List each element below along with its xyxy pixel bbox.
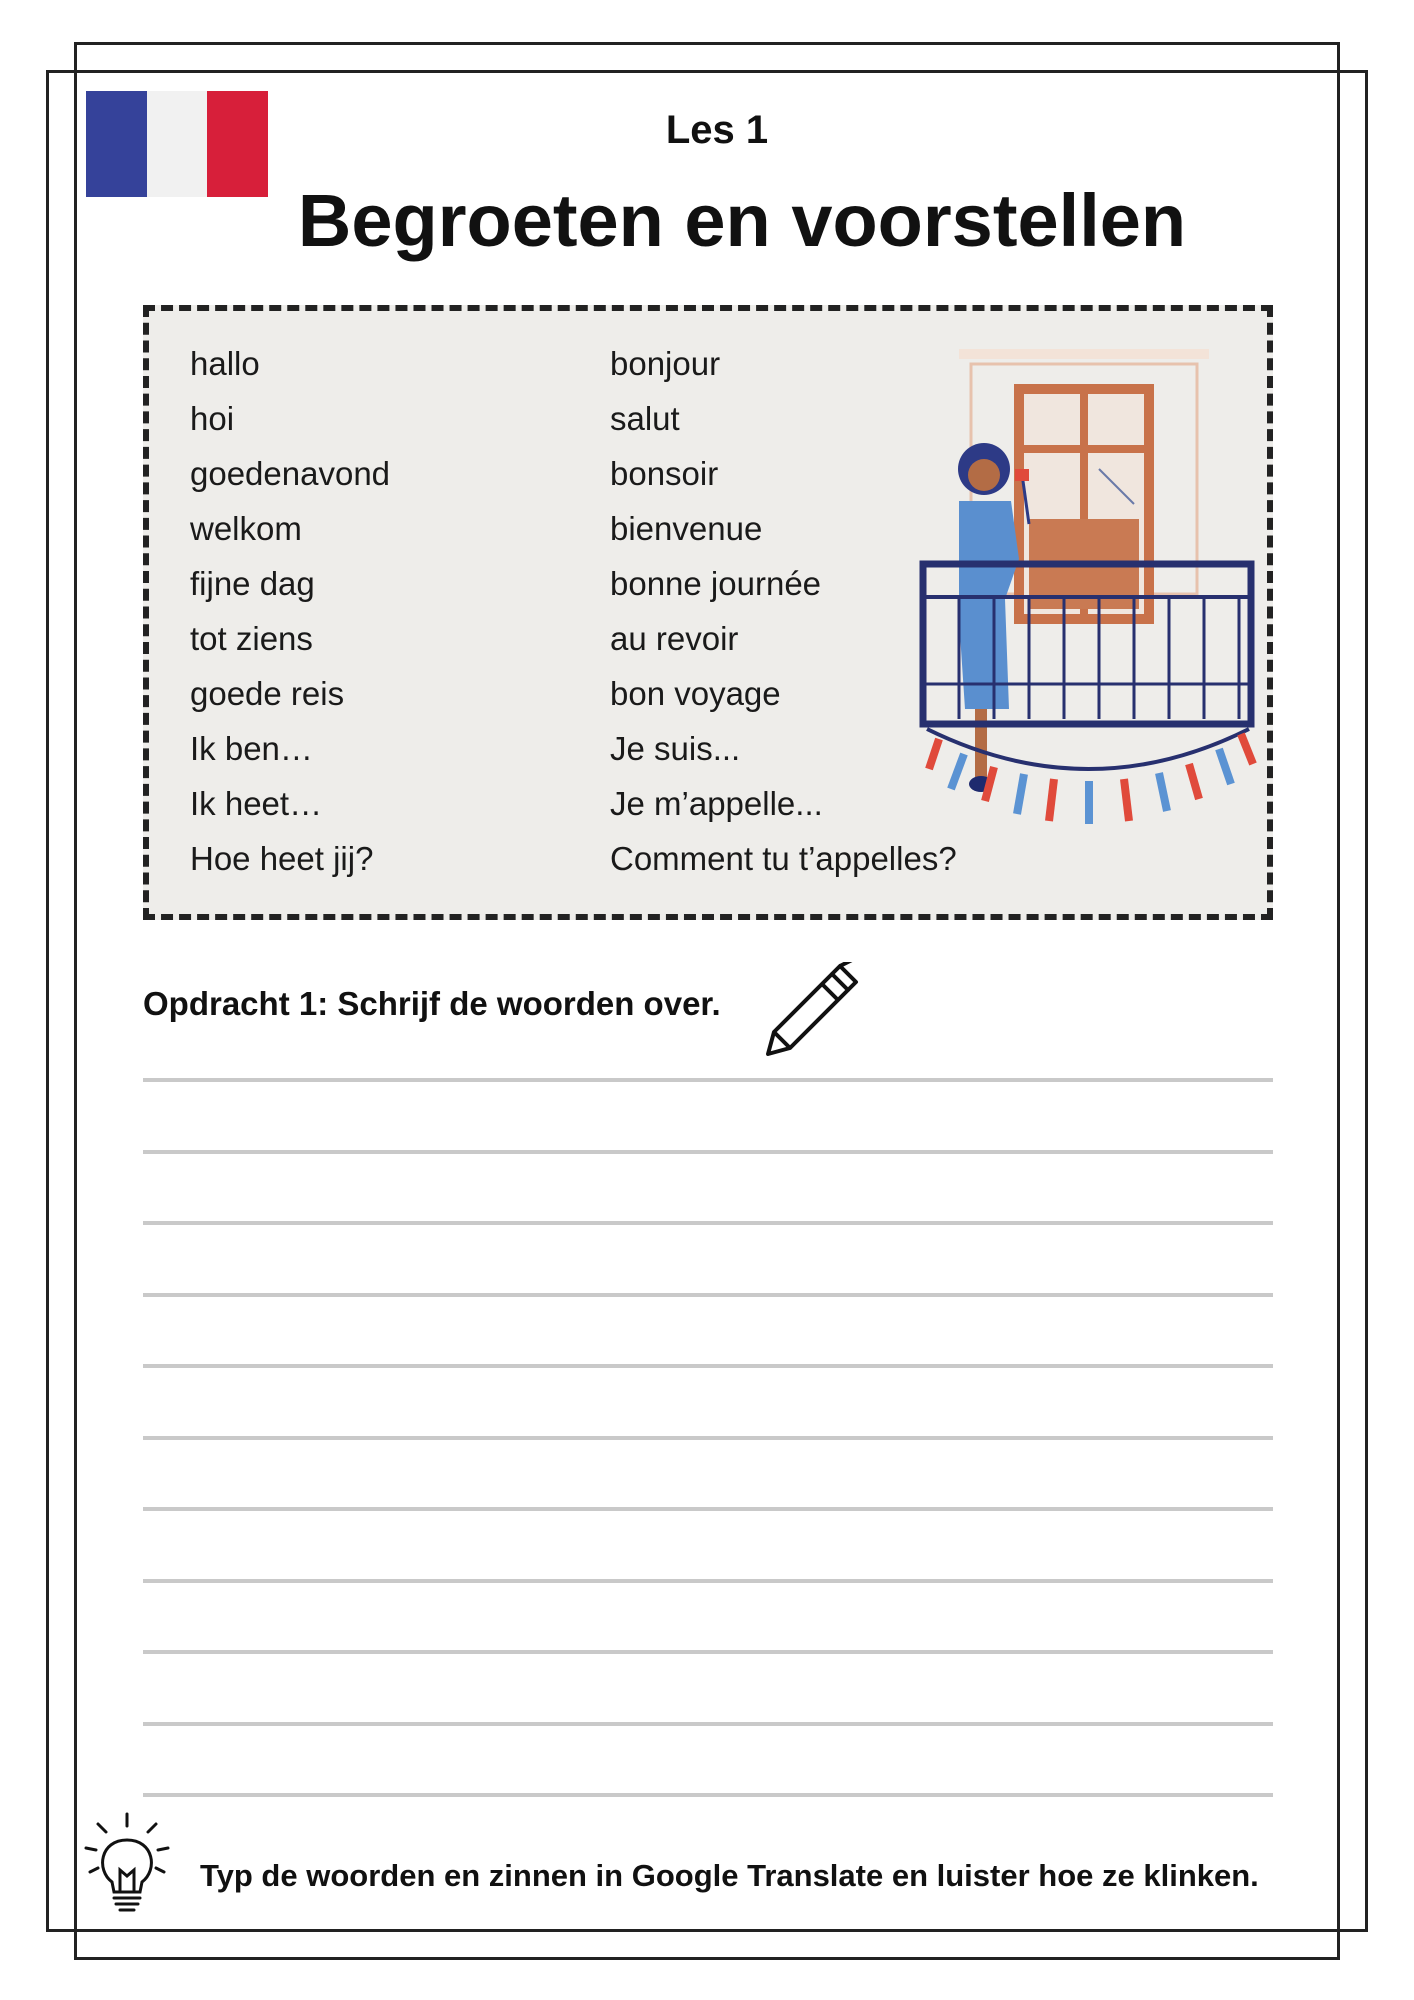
vocab-dutch-word: goede reis [190,675,345,712]
vocab-dutch-word: Ik heet… [190,785,323,822]
vocab-french-word: Comment tu t’appelles? [610,840,957,877]
writing-line[interactable] [143,1364,1273,1368]
balcony-illustration [919,329,1259,849]
writing-line[interactable] [143,1793,1273,1797]
vocab-dutch-word: welkom [190,510,302,547]
writing-line[interactable] [143,1722,1273,1726]
lesson-label: Les 1 [665,108,769,152]
woman-dress [959,501,1019,709]
woman-leg [975,709,987,779]
woman-face [968,459,1000,491]
writing-line[interactable] [143,1150,1273,1154]
pencil-icon [760,962,860,1062]
vocab-french-word: Je suis... [610,730,741,767]
page-title: Begroeten en voorstellen [297,179,1187,262]
vocab-french-word: bonjour [610,345,721,382]
balcony-cornice [959,349,1209,359]
vocab-french-word: bienvenue [610,510,763,547]
exercise-heading: Opdracht 1: Schrijf de woorden over. [143,985,721,1022]
writing-line[interactable] [143,1507,1273,1511]
vocab-dutch-word: goedenavond [190,455,391,492]
vocab-dutch-word: tot ziens [190,620,313,657]
writing-line[interactable] [143,1221,1273,1225]
vocab-dutch-word: hoi [190,400,235,437]
vocab-french-word: au revoir [610,620,739,657]
writing-line[interactable] [143,1078,1273,1082]
writing-line[interactable] [143,1650,1273,1654]
writing-line[interactable] [143,1579,1273,1583]
vocab-dutch-word: fijne dag [190,565,315,602]
vocabulary-box [143,305,1273,920]
vocab-dutch-word: Hoe heet jij? [190,840,374,877]
vocab-french-word: bonsoir [610,455,719,492]
vocab-french-word: bon voyage [610,675,781,712]
lightbulb-icon [82,1810,172,1920]
vocab-french-word: bonne journée [610,565,822,602]
vocab-french-word: Je m’appelle... [610,785,823,822]
mini-flag [1015,469,1029,481]
vocab-dutch-word: Ik ben… [190,730,313,767]
vocab-french-word: salut [610,400,680,437]
footer-tip: Typ de woorden en zinnen in Google Translate en luister hoe ze klinken. [200,1858,1259,1893]
writing-line[interactable] [143,1293,1273,1297]
vocab-dutch-word: hallo [190,345,260,382]
writing-line[interactable] [143,1436,1273,1440]
